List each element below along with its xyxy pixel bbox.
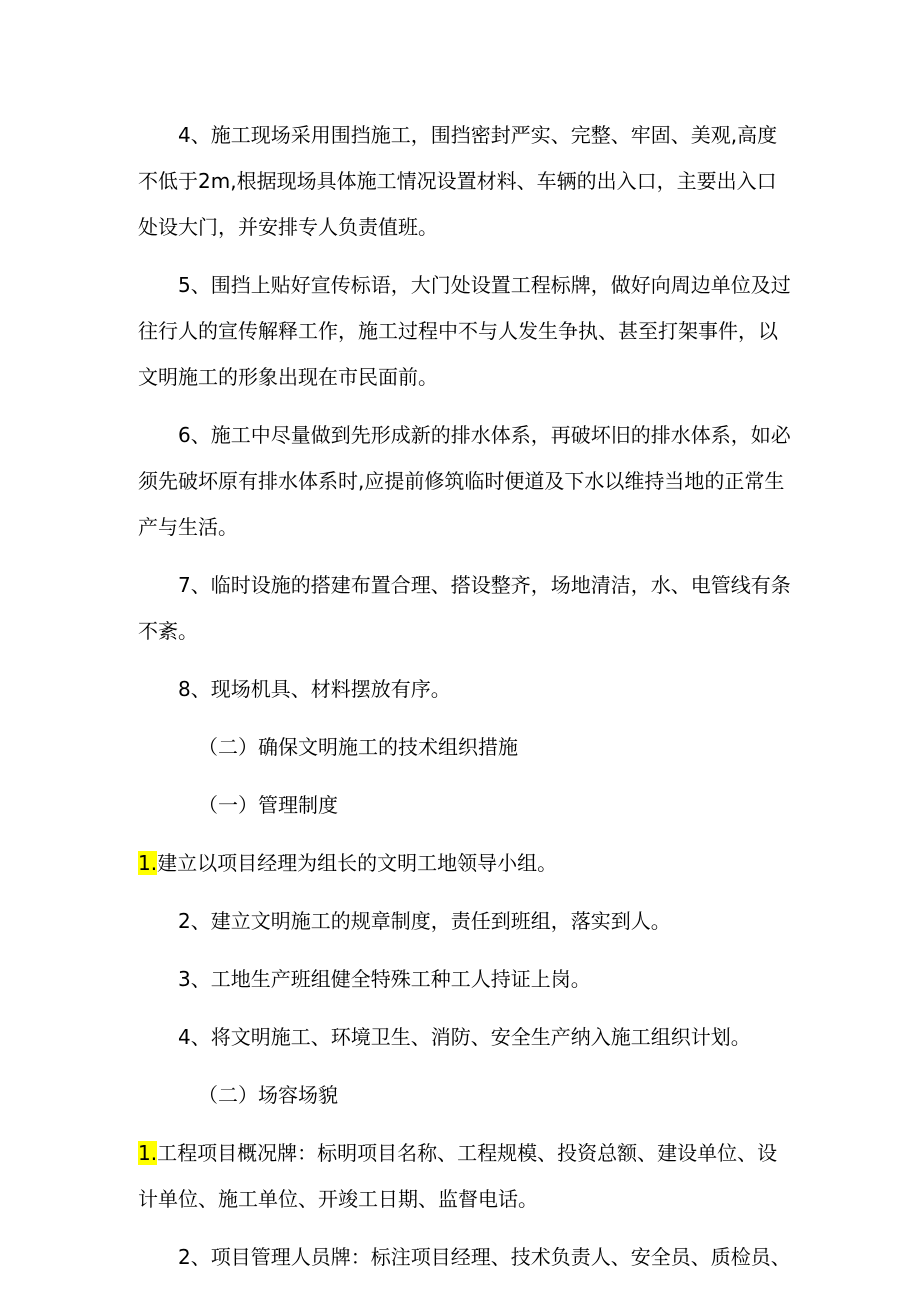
subsection-heading-site: （二）场容场貌 [198,1083,338,1107]
document-body [138,112,792,1280]
paragraph-6: 6、施工中尽量做到先形成新的排水体系，再破坏旧的排水体系，如必须先破坏原有排水体系时,应提前修筑临时便道及下水以维持当地的正常生产与生活。 [138,423,791,539]
section-heading-measures: （二）确保文明施工的技术组织措施 [198,735,518,759]
paragraph-7: 7、临时设施的搭建布置合理、搭设整齐，场地清洁，水、电管线有条不紊。 [138,573,791,643]
management-item-3: 3、工地生产班组健全特殊工种工人持证上岗。 [178,967,591,991]
paragraph-4: 4、施工现场采用围挡施工，围挡密封严实、完整、牢固、美观,高度不低于2m,根据现场具体施工情况设置材料、车辆的出入口，主要出入口处设大门，并安排专人负责值班。 [138,123,778,239]
management-item-1 [138,840,792,886]
management-item-2: 2、建立文明施工的规章制度，责任到班组，落实到人。 [178,909,671,933]
site-item-1-text: 工程项目概况牌：标明项目名称、工程规模、投资总额、建设单位、设计单位、施工单位、开竣工日期、监督电话。 [138,1141,778,1211]
site-item-2: 2、项目管理人员牌：标注项目经理、技术负责人、安全员、质检员、 [178,1245,791,1269]
paragraph-5: 5、围挡上贴好宣传标语，大门处设置工程标牌，做好向周边单位及过往行人的宣传解释工作，施工过程中不与人发生争执、甚至打架事件，以文明施工的形象出现在市民面前。 [138,273,791,389]
management-item-1-text: 建立以项目经理为组长的文明工地领导小组。 [157,851,558,875]
paragraph-8: 8、现场机具、材料摆放有序。 [178,677,451,701]
site-item-1 [138,1130,792,1222]
management-item-4: 4、将文明施工、环境卫生、消防、安全生产纳入施工组织计划。 [178,1025,751,1049]
highlighted-list-marker: 1. [138,851,158,875]
subsection-heading-management: （一）管理制度 [198,793,338,817]
highlighted-list-marker: 1. [138,1141,158,1165]
